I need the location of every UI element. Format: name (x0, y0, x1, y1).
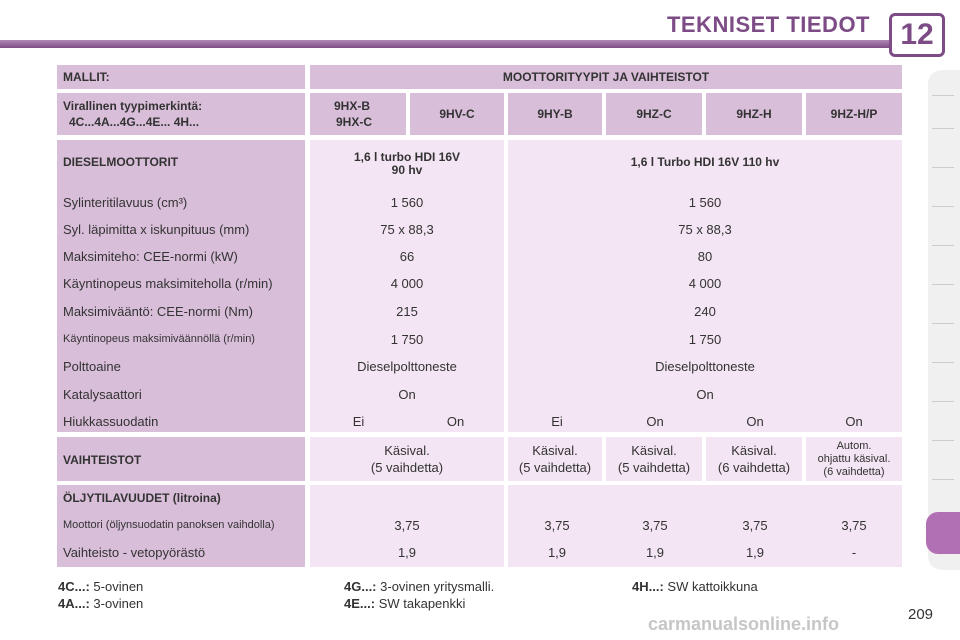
spec-value-engine2: 80 (697, 249, 713, 264)
engine-oil-value: 3,75 (742, 518, 768, 533)
gearbox-type-detail: ohjattu käsival. (817, 453, 891, 465)
spec-value-engine2: 75 x 88,3 (678, 222, 732, 237)
spec-value-engine1: 75 x 88,3 (380, 222, 434, 237)
mallit-label: MALLIT: (63, 70, 110, 84)
chapter-tab-divider (932, 479, 954, 480)
footnote (344, 579, 494, 594)
gearbox-gears: (5 vaihdetta) (370, 460, 444, 475)
type-code-cell (508, 93, 602, 135)
gearbox-cell (606, 437, 702, 481)
footnote-key: 4C...: (58, 579, 90, 594)
gearbox-label-cell (57, 437, 305, 481)
gearbox-type: Käsival. (384, 443, 430, 458)
chapter-tab-divider (932, 284, 954, 285)
spec-value-engine2: 240 (694, 304, 716, 319)
page-title: TEKNISET TIEDOT (666, 12, 870, 37)
spec-label: Polttoaine (63, 359, 121, 374)
gearbox-oil-value: 1,9 (547, 545, 567, 560)
engine-oil-value: 3,75 (394, 518, 420, 533)
spec-value-engine1: Dieselpolttoneste (357, 359, 457, 374)
spec-value-engine2: 1 560 (688, 195, 722, 210)
gearbox-type: Käsival. (731, 443, 777, 458)
spec-label: Maksimivääntö: CEE-normi (Nm) (63, 304, 253, 319)
engine2-name: 1,6 l Turbo HDI 16V 110 hv (630, 155, 780, 169)
engine-types-heading: MOOTTORITYYPIT JA VAIHTEISTOT (502, 70, 710, 84)
particle-filter-value: On (746, 414, 764, 429)
particle-filter-value: Ei (551, 414, 563, 429)
footnote-text: 3-ovinen (93, 596, 144, 611)
spec-value-engine2: 4 000 (688, 276, 722, 291)
type-code-9hz-c: 9HZ-C (636, 107, 672, 121)
engine-oil-value: 3,75 (642, 518, 668, 533)
engine1-name-line1: 1,6 l turbo HDI 16V (353, 150, 461, 164)
gearbox-type: Käsival. (532, 443, 578, 458)
gearbox-cell (706, 437, 802, 481)
type-code-label-cell (57, 93, 305, 135)
spec-value-engine2: Dieselpolttoneste (655, 359, 755, 374)
gearbox-type: Käsival. (631, 443, 677, 458)
particle-filter-value: On (646, 414, 664, 429)
type-code-cell (806, 93, 902, 135)
spec-label: Sylinteritilavuus (cm³) (63, 195, 188, 210)
gearbox-cell (310, 437, 504, 481)
spec-value-engine1: 4 000 (390, 276, 424, 291)
type-code-9hv-c: 9HV-C (439, 107, 475, 121)
engine1-name-line2: 90 hv (391, 163, 423, 177)
spec-label: Syl. läpimitta x iskunpituus (mm) (63, 222, 250, 237)
watermark: carmanualsonline.info (648, 614, 840, 634)
engine-types-heading-cell (310, 65, 902, 89)
spec-label: Käyntinopeus maksimiteholla (r/min) (63, 276, 273, 291)
chapter-tab-divider (932, 440, 954, 441)
spec-value-engine1: On (398, 387, 416, 402)
gearbox-label: VAIHTEISTOT (63, 453, 142, 467)
active-chapter-tab[interactable] (926, 512, 960, 554)
footnote (58, 579, 143, 594)
footnote (58, 596, 143, 611)
footnote-key: 4E...: (344, 596, 376, 611)
chapter-tab-divider (932, 245, 954, 246)
type-code-9hz-h: 9HZ-H (736, 107, 772, 121)
header-bar (0, 40, 905, 48)
oil-capacities-heading: ÖLJYTILAVUUDET (litroina) (63, 491, 221, 505)
diesel-engines-heading: DIESELMOOTTORIT (63, 155, 179, 169)
type-code-9hz-h-p: 9HZ-H/P (830, 107, 878, 121)
chapter-tab-divider (932, 206, 954, 207)
particle-filter-value: Ei (352, 414, 365, 429)
type-code-label-line1: Virallinen tyypimerkintä: (63, 99, 203, 113)
gearbox-gears: (6 vaihdetta) (717, 460, 791, 475)
engine-oil-label: Moottori (öljynsuodatin panoksen vaihdolla) (63, 519, 275, 531)
type-code-cell (706, 93, 802, 135)
particle-filter-value: On (446, 414, 465, 429)
chapter-tab-divider (932, 167, 954, 168)
spec-label: Katalysaattori (63, 387, 142, 402)
spec-value-engine1: 66 (399, 249, 415, 264)
gearbox-gears: (6 vaihdetta) (823, 466, 885, 478)
gearbox-cell (508, 437, 602, 481)
footnote-text: 3-ovinen yritysmalli. (380, 579, 495, 594)
engine-oil-value: 3,75 (544, 518, 570, 533)
type-code-label-line2: 4C...4A...4G...4E... 4H... (69, 115, 200, 129)
gearbox-oil-value: 1,9 (745, 545, 765, 560)
spec-label: Maksimiteho: CEE-normi (kW) (63, 249, 238, 264)
gearbox-oil-value: 1,9 (397, 545, 417, 560)
gearbox-oil-value: - (851, 545, 857, 560)
gearbox-cell (806, 437, 902, 481)
chapter-tab-divider (932, 362, 954, 363)
type-code-9hy-b: 9HY-B (537, 107, 573, 121)
type-code-9hx-b: 9HX-B (334, 99, 371, 113)
spec-value-engine1: 1 560 (390, 195, 424, 210)
chapter-tab-divider (932, 323, 954, 324)
type-code-cell (410, 93, 504, 135)
type-code-9hx-cell (310, 93, 406, 135)
footnote-text: SW takapenkki (378, 596, 466, 611)
footnote-key: 4H...: (632, 579, 664, 594)
gearbox-gears: (5 vaihdetta) (518, 460, 592, 475)
footnote-text: 5-ovinen (93, 579, 144, 594)
particle-filter-value: On (845, 414, 863, 429)
particle-filter-label: Hiukkassuodatin (63, 414, 159, 429)
type-code-9hx-c: 9HX-C (336, 115, 373, 129)
spec-value-engine1: 1 750 (390, 332, 424, 347)
gearbox-oil-label: Vaihteisto - vetopyörästö (63, 545, 206, 560)
chapter-tab-divider (932, 95, 954, 96)
gearbox-type: Autom. (836, 440, 872, 452)
spec-value-engine1: 215 (396, 304, 418, 319)
footnote (344, 596, 465, 611)
chapter-tab-strip (928, 70, 960, 570)
gearbox-oil-value: 1,9 (645, 545, 665, 560)
spec-label: Käyntinopeus maksimiväännöllä (r/min) (63, 333, 255, 345)
chapter-tab-divider (932, 401, 954, 402)
engine-oil-value: 3,75 (841, 518, 867, 533)
spec-value-engine2: On (696, 387, 714, 402)
mallit-label-cell (57, 65, 305, 89)
footnote-key: 4G...: (344, 579, 377, 594)
page-number: 209 (908, 606, 934, 623)
footnote-key: 4A...: (58, 596, 90, 611)
chapter-badge: 12 (889, 13, 945, 57)
footnote-text: SW kattoikkuna (667, 579, 758, 594)
chapter-tab-divider (932, 128, 954, 129)
gearbox-gears: (5 vaihdetta) (617, 460, 691, 475)
type-code-cell (606, 93, 702, 135)
footnote (632, 579, 758, 594)
spec-value-engine2: 1 750 (688, 332, 722, 347)
